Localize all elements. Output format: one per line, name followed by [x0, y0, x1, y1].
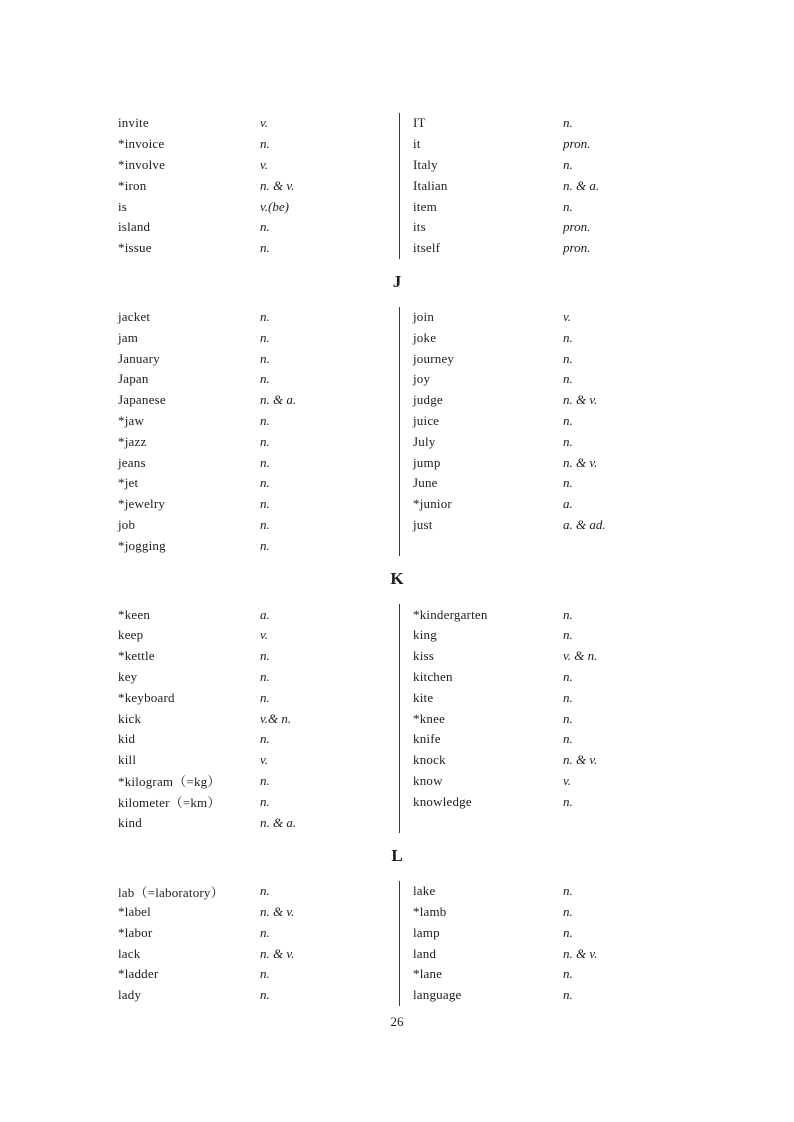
vocab-word: July	[413, 433, 436, 449]
vocab-row	[118, 452, 399, 473]
vocab-row	[118, 113, 399, 134]
vocab-word: just	[413, 516, 433, 532]
vocab-pos: n.	[563, 668, 573, 684]
vocab-pos: n.	[563, 156, 573, 172]
vocab-row	[118, 646, 399, 667]
vocab-pos: n.	[260, 433, 270, 449]
vocab-row	[413, 771, 676, 792]
vocab-word: *jaw	[118, 412, 145, 428]
vocab-row	[413, 238, 676, 259]
vocab-pos: pron.	[563, 136, 591, 152]
vocab-word: Japanese	[118, 392, 166, 408]
vocab-row	[118, 327, 399, 348]
right-column	[400, 604, 676, 833]
vocab-pos: v.	[260, 115, 269, 131]
vocab-row	[118, 923, 399, 944]
vocab-word: *issue	[118, 240, 152, 256]
vocab-row	[413, 175, 676, 196]
vocab-pos: n.	[563, 689, 573, 705]
vocab-word: lake	[413, 883, 436, 899]
vocab-pos: n. & a.	[260, 814, 297, 830]
vocab-word: lady	[118, 987, 142, 1003]
vocab-word: *jet	[118, 475, 139, 491]
vocab-row	[413, 473, 676, 494]
vocab-word: *keyboard	[118, 689, 175, 705]
vocab-pos: n. & a.	[260, 392, 297, 408]
vocab-word: IT	[413, 115, 426, 131]
vocab-row	[413, 452, 676, 473]
vocab-word: *jewelry	[118, 496, 166, 512]
vocab-pos: n.	[563, 412, 573, 428]
vocab-row	[118, 348, 399, 369]
left-column	[118, 881, 399, 1006]
vocab-pos: n.	[563, 793, 573, 809]
vocab-word: kite	[413, 689, 434, 705]
vocab-row	[118, 155, 399, 176]
vocab-row	[413, 411, 676, 432]
vocab-row	[413, 687, 676, 708]
vocab-word: language	[413, 987, 462, 1003]
vocab-pos: n.	[563, 475, 573, 491]
section-l	[118, 844, 676, 1006]
vocab-row	[413, 604, 676, 625]
vocab-pos: n.	[563, 606, 573, 622]
vocab-pos: n.	[260, 772, 270, 788]
vocab-word: joy	[413, 371, 431, 387]
vocab-pos: n.	[563, 883, 573, 899]
vocab-row	[413, 964, 676, 985]
vocab-word: Italy	[413, 156, 438, 172]
vocab-row	[118, 985, 399, 1006]
vocab-pos: n.	[260, 966, 270, 982]
section-header-l: L	[391, 845, 403, 865]
vocab-word: *label	[118, 904, 151, 920]
vocab-pos: n. & a.	[563, 177, 600, 193]
vocab-pos: n.	[563, 627, 573, 643]
vocab-word: kitchen	[413, 668, 453, 684]
vocab-pos: n.	[260, 731, 270, 747]
vocab-pos: v. & n.	[563, 648, 598, 664]
vocab-pos: n.	[260, 329, 270, 345]
vocab-pos: n.	[563, 198, 573, 214]
vocab-row	[413, 431, 676, 452]
vocab-row	[118, 307, 399, 328]
vocab-pos: n.	[563, 987, 573, 1003]
vocab-pos: v.(be)	[260, 198, 289, 214]
vocab-row	[413, 625, 676, 646]
vocab-word: knowledge	[413, 793, 472, 809]
section-k	[118, 567, 676, 833]
vocab-word: lamp	[413, 924, 440, 940]
vocab-pos: n. & v.	[260, 945, 295, 961]
vocab-row	[118, 881, 399, 902]
vocab-row	[118, 625, 399, 646]
vocab-word: knock	[413, 752, 446, 768]
vocab-pos: v.& n.	[260, 710, 292, 726]
vocab-row	[118, 369, 399, 390]
vocab-row	[413, 348, 676, 369]
vocab-word: lab（=laboratory）	[118, 884, 224, 900]
vocab-row	[118, 473, 399, 494]
vocab-pos: n.	[563, 731, 573, 747]
vocab-row	[118, 175, 399, 196]
vocab-pos: v.	[563, 772, 572, 788]
vocab-pos: n.	[260, 883, 270, 899]
vocab-word: kiss	[413, 648, 435, 664]
vocab-pos: n.	[563, 966, 573, 982]
vocab-pos: n.	[563, 904, 573, 920]
vocab-row	[118, 431, 399, 452]
vocab-row	[118, 515, 399, 536]
vocab-row	[413, 369, 676, 390]
left-column	[118, 113, 399, 259]
vocab-row	[118, 750, 399, 771]
vocab-row	[413, 985, 676, 1006]
vocab-word: *kindergarten	[413, 606, 488, 622]
left-column	[118, 307, 399, 557]
vocab-word: know	[413, 772, 443, 788]
vocab-row	[413, 881, 676, 902]
vocab-word: *involve	[118, 156, 166, 172]
vocab-pos: v.	[260, 156, 269, 172]
right-column	[400, 307, 676, 557]
vocab-word: June	[413, 475, 438, 491]
vocab-word: kid	[118, 731, 136, 747]
vocab-pos: n. & v.	[563, 454, 598, 470]
vocab-word: *lane	[413, 966, 443, 982]
vocab-word: job	[118, 516, 136, 532]
vocab-pos: pron.	[563, 219, 591, 235]
vocab-pos: n.	[260, 308, 270, 324]
vocab-pos: pron.	[563, 240, 591, 256]
vocab-pos: n. & v.	[260, 177, 295, 193]
vocab-row	[118, 943, 399, 964]
vocab-row	[118, 791, 399, 812]
vocab-pos: n.	[260, 496, 270, 512]
vocab-word: *kilogram（=kg）	[118, 774, 221, 790]
vocab-word: lack	[118, 945, 141, 961]
vocab-row	[118, 708, 399, 729]
vocab-word: land	[413, 945, 437, 961]
vocab-word: *knee	[413, 710, 446, 726]
vocab-word: joke	[413, 329, 437, 345]
vocab-word: kilometer（=km）	[118, 795, 221, 811]
vocab-word: *lamb	[413, 904, 447, 920]
left-column	[118, 604, 399, 833]
vocab-row	[118, 812, 399, 833]
vocab-word: join	[413, 308, 435, 324]
vocab-word: knife	[413, 731, 441, 747]
vocab-word: *ladder	[118, 966, 159, 982]
right-column	[400, 113, 676, 259]
vocab-row	[413, 750, 676, 771]
vocab-pos: n.	[260, 454, 270, 470]
vocab-pos: n.	[260, 537, 270, 553]
vocab-pos: n.	[563, 924, 573, 940]
vocab-pos: a.	[563, 496, 573, 512]
section-header-k: K	[390, 569, 404, 589]
vocab-row	[118, 964, 399, 985]
vocab-pos: v.	[260, 752, 269, 768]
vocab-row	[413, 217, 676, 238]
section-header-j: J	[392, 271, 402, 291]
vocab-word: Japan	[118, 371, 149, 387]
vocab-row	[413, 923, 676, 944]
page-number: 26	[390, 1014, 404, 1029]
vocab-word: item	[413, 198, 437, 214]
vocab-row	[118, 494, 399, 515]
right-column	[400, 881, 676, 1006]
vocab-word: *keen	[118, 606, 151, 622]
vocab-word: itself	[413, 240, 441, 256]
section-columns	[118, 881, 676, 1006]
vocab-row	[118, 604, 399, 625]
section-columns	[118, 307, 676, 557]
vocab-pos: n.	[563, 329, 573, 345]
vocab-row	[118, 411, 399, 432]
vocab-row	[118, 771, 399, 792]
vocab-word: keep	[118, 627, 144, 643]
vocab-pos: n.	[563, 710, 573, 726]
vocab-pos: n.	[260, 371, 270, 387]
vocab-word: king	[413, 627, 437, 643]
vocab-word: jump	[413, 454, 441, 470]
vocab-pos: n.	[260, 924, 270, 940]
vocab-row	[118, 217, 399, 238]
vocab-pos: n.	[260, 793, 270, 809]
vocab-pos: n.	[260, 475, 270, 491]
vocab-pos: n.	[563, 350, 573, 366]
vocab-row	[118, 687, 399, 708]
section-j	[118, 270, 676, 557]
vocab-pos: n.	[260, 516, 270, 532]
vocab-word: journey	[413, 350, 455, 366]
vocab-word: *jazz	[118, 433, 147, 449]
vocab-pos: n.	[260, 987, 270, 1003]
vocab-row	[118, 729, 399, 750]
vocab-pos: n.	[260, 136, 270, 152]
vocab-word: it	[413, 136, 421, 152]
vocab-row	[413, 667, 676, 688]
vocab-word: *iron	[118, 177, 147, 193]
vocab-word: jeans	[118, 454, 146, 470]
vocab-word: *labor	[118, 924, 153, 940]
vocab-pos: v.	[260, 627, 269, 643]
vocab-word: island	[118, 219, 151, 235]
vocab-row	[413, 515, 676, 536]
vocab-pos: n. & v.	[563, 392, 598, 408]
vocab-word: *jogging	[118, 537, 166, 553]
vocab-word: jacket	[118, 308, 151, 324]
vocab-pos: n.	[260, 689, 270, 705]
vocab-pos: n. & v.	[563, 945, 598, 961]
section-columns	[118, 113, 676, 259]
vocab-pos: a. & ad.	[563, 516, 606, 532]
vocab-row	[413, 943, 676, 964]
vocab-word: is	[118, 198, 128, 214]
vocab-pos: v.	[563, 308, 572, 324]
vocab-word: kind	[118, 814, 142, 830]
vocab-row	[413, 646, 676, 667]
vocab-word: key	[118, 668, 138, 684]
vocab-row	[118, 667, 399, 688]
vocab-word: *junior	[413, 496, 452, 512]
vocab-pos: n.	[260, 668, 270, 684]
vocab-row	[118, 535, 399, 556]
vocab-pos: n. & v.	[260, 904, 295, 920]
vocab-pos: n.	[260, 219, 270, 235]
vocab-row	[413, 155, 676, 176]
vocab-row	[413, 729, 676, 750]
vocab-row	[413, 708, 676, 729]
vocab-row	[413, 390, 676, 411]
vocab-row	[118, 390, 399, 411]
vocab-pos: n.	[563, 433, 573, 449]
vocab-row	[413, 791, 676, 812]
vocab-word: its	[413, 219, 426, 235]
vocab-pos: a.	[260, 606, 270, 622]
vocab-word: juice	[413, 412, 440, 428]
vocab-word: *invoice	[118, 136, 165, 152]
vocab-pos: n.	[563, 371, 573, 387]
vocab-row	[413, 134, 676, 155]
vocab-row	[118, 196, 399, 217]
vocab-row	[413, 902, 676, 923]
vocab-word: invite	[118, 115, 149, 131]
vocab-pos: n.	[260, 412, 270, 428]
vocab-word: *kettle	[118, 648, 155, 664]
section-i-words	[118, 113, 676, 259]
vocabulary-list	[118, 113, 676, 1006]
vocab-pos: n.	[563, 115, 573, 131]
vocab-pos: n.	[260, 240, 270, 256]
vocab-row	[413, 196, 676, 217]
vocab-row	[118, 902, 399, 923]
vocab-row	[413, 494, 676, 515]
vocab-word: January	[118, 350, 160, 366]
vocab-word: judge	[413, 392, 443, 408]
vocab-row	[413, 327, 676, 348]
vocab-pos: n. & v.	[563, 752, 598, 768]
section-columns	[118, 604, 676, 833]
vocab-word: Italian	[413, 177, 448, 193]
vocab-row	[118, 238, 399, 259]
vocab-pos: n.	[260, 350, 270, 366]
vocab-word: kill	[118, 752, 137, 768]
vocab-word: kick	[118, 710, 142, 726]
vocab-row	[413, 307, 676, 328]
vocab-row	[118, 134, 399, 155]
vocab-pos: n.	[260, 648, 270, 664]
vocab-word: jam	[118, 329, 139, 345]
vocab-row	[413, 113, 676, 134]
